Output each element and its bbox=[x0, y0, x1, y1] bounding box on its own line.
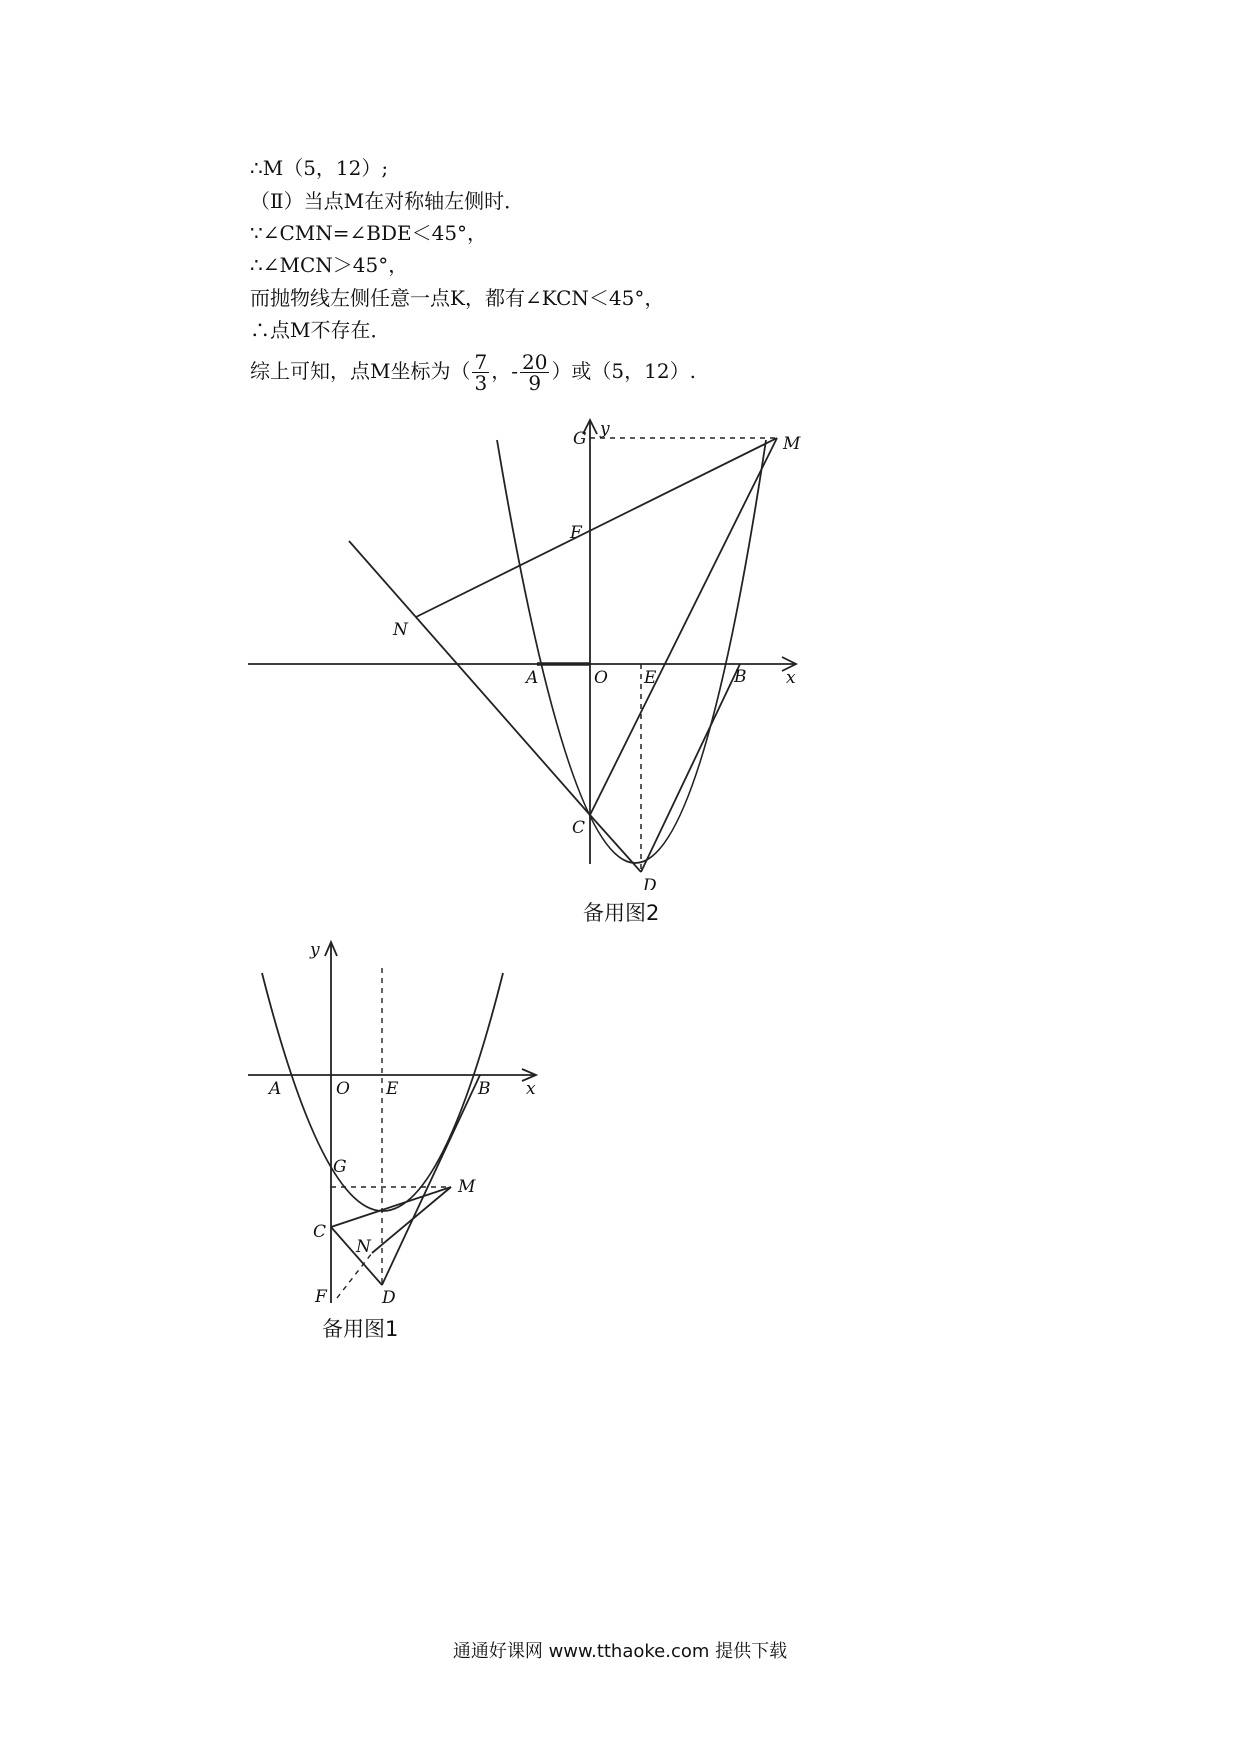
fig2-label-o: O bbox=[594, 668, 608, 688]
text-line-7 bbox=[250, 352, 696, 393]
fig1-label-f: F bbox=[315, 1287, 327, 1307]
fig2-label-g: G bbox=[573, 429, 587, 449]
fig2-label-y: y bbox=[600, 419, 610, 439]
fraction-numerator: 20 bbox=[521, 350, 548, 374]
fig2-label-e: E bbox=[644, 668, 657, 688]
text-line-2: （Ⅱ）当点M在对称轴左侧时． bbox=[250, 189, 525, 213]
fraction-denominator: 9 bbox=[528, 371, 542, 395]
fig2-line-nc bbox=[349, 541, 590, 815]
fig2-label-n: N bbox=[393, 620, 408, 640]
fig2-label-d: D bbox=[643, 876, 657, 890]
fig2-label-x: x bbox=[786, 668, 796, 688]
figure-2-caption: 备用图2 bbox=[583, 901, 660, 925]
text-line-6: ∴点M不存在． bbox=[250, 318, 391, 342]
fig1-label-m: M bbox=[458, 1177, 476, 1197]
fig2-label-m: M bbox=[783, 434, 801, 454]
fig1-label-b: B bbox=[478, 1079, 491, 1099]
fig1-label-y: y bbox=[310, 940, 320, 960]
fig1-label-g: G bbox=[333, 1157, 347, 1177]
fig2-label-c: C bbox=[572, 818, 586, 838]
fig1-label-x: x bbox=[526, 1079, 536, 1099]
figure-1-caption: 备用图1 bbox=[322, 1317, 399, 1341]
conclusion-suffix: ）或（5，12）. bbox=[551, 359, 696, 383]
conclusion-separator: ，- bbox=[491, 359, 518, 383]
fig2-line-cm bbox=[590, 438, 777, 815]
fig2-line-nm bbox=[416, 438, 777, 617]
fig1-label-d: D bbox=[382, 1288, 396, 1308]
fig1-dashed-fn bbox=[337, 1253, 372, 1298]
fig2-label-b: B bbox=[734, 667, 747, 687]
fig2-line-db bbox=[641, 664, 740, 872]
text-line-5: 而抛物线左侧任意一点K，都有∠KCN＜45°， bbox=[250, 286, 665, 310]
fig1-label-o: O bbox=[336, 1079, 350, 1099]
text-line-1: ∴M（5，12）; bbox=[250, 156, 389, 180]
figure-2-diagram bbox=[240, 410, 820, 890]
fraction-denominator: 3 bbox=[474, 371, 488, 395]
fig1-label-n: N bbox=[356, 1237, 371, 1257]
fraction-numerator: 7 bbox=[474, 350, 488, 374]
fig2-label-f: F bbox=[570, 523, 582, 543]
fraction-7-3 bbox=[472, 352, 489, 393]
text-line-3: ∵∠CMN=∠BDE＜45°， bbox=[250, 221, 488, 245]
fig2-parabola bbox=[497, 440, 766, 863]
page-footer: 通通好课网 www.tthaoke.com 提供下载 bbox=[452, 1641, 788, 1662]
conclusion-prefix: 综上可知，点M坐标为（ bbox=[250, 359, 471, 383]
fig2-line-cd bbox=[590, 815, 641, 872]
figure-1-diagram bbox=[240, 935, 550, 1315]
fig1-label-e: E bbox=[386, 1079, 399, 1099]
fig2-label-a: A bbox=[526, 668, 539, 688]
fig1-label-a: A bbox=[269, 1079, 282, 1099]
text-line-4: ∴∠MCN＞45°， bbox=[250, 253, 409, 277]
fraction-20-9 bbox=[520, 352, 549, 393]
fig1-label-c: C bbox=[313, 1222, 327, 1242]
